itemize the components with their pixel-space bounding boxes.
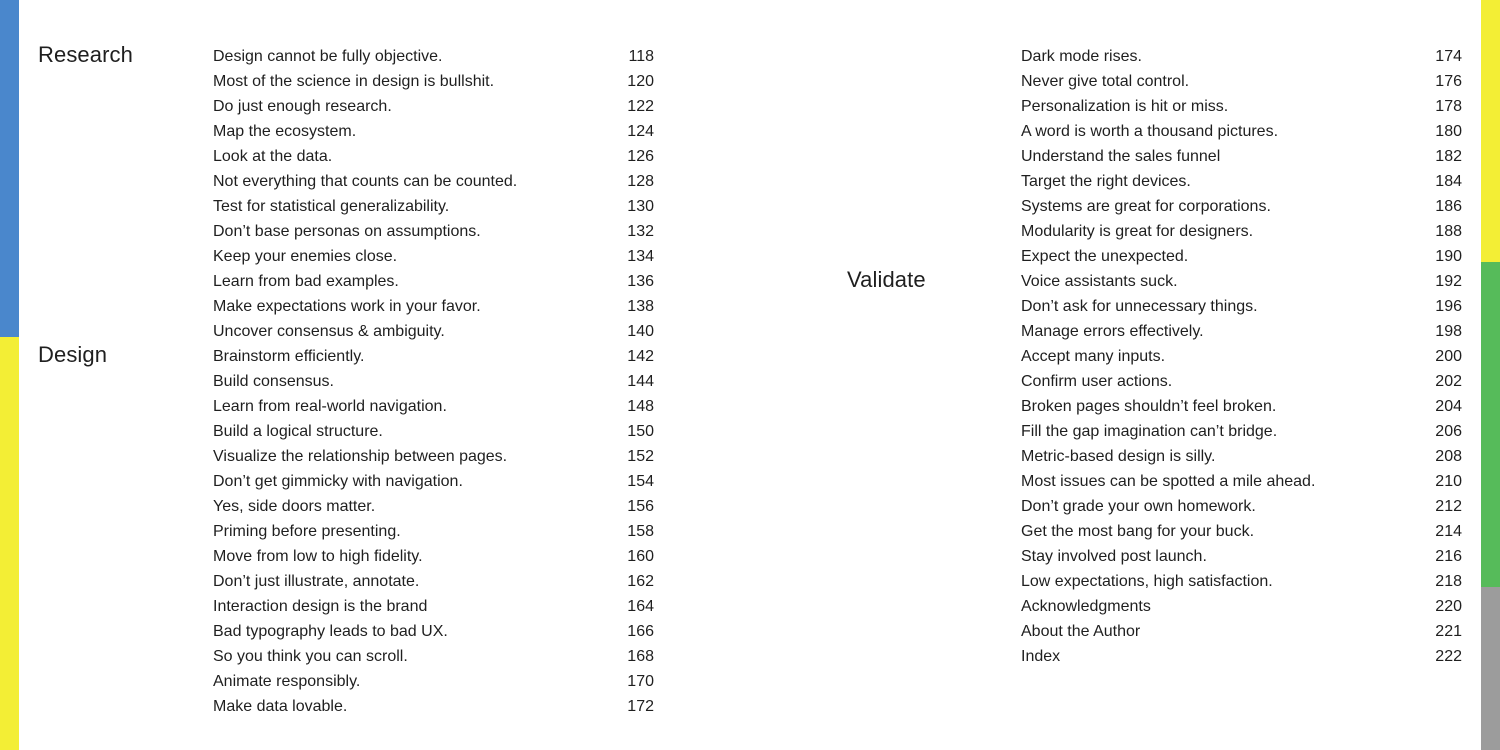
- toc-entry-page-number: 152: [627, 448, 654, 465]
- toc-entry-title: About the Author: [1021, 623, 1141, 640]
- toc-entry-title: Make data lovable.: [213, 698, 348, 715]
- toc-entry: [213, 469, 654, 494]
- toc-entry-page-number: 216: [1435, 548, 1462, 565]
- toc-entry-title: Don’t grade your own homework.: [1021, 498, 1256, 515]
- toc-entry-page-number: 184: [1435, 173, 1462, 190]
- toc-entry: [213, 569, 654, 594]
- toc-entry-title: Animate responsibly.: [213, 673, 361, 690]
- toc-entry-title: Design cannot be fully objective.: [213, 48, 443, 65]
- toc-entry: [1021, 444, 1462, 469]
- toc-entry-title: Get the most bang for your buck.: [1021, 523, 1255, 540]
- toc-entry: [1021, 619, 1462, 644]
- toc-entry-title: Never give total control.: [1021, 73, 1190, 90]
- toc-entry: [1021, 344, 1462, 369]
- toc-entry: [1021, 269, 1462, 294]
- toc-list-left: [213, 44, 654, 719]
- toc-entry-title: Fill the gap imagination can’t bridge.: [1021, 423, 1278, 440]
- toc-entry-title: Move from low to high fidelity.: [213, 548, 423, 565]
- toc-entry-title: Voice assistants suck.: [1021, 273, 1178, 290]
- toc-entry-title: Keep your enemies close.: [213, 248, 398, 265]
- toc-entry: [1021, 244, 1462, 269]
- toc-entry-title: Make expectations work in your favor.: [213, 298, 481, 315]
- toc-entry-page-number: 196: [1435, 298, 1462, 315]
- toc-entry-title: Index: [1021, 648, 1061, 665]
- toc-entry-title: Manage errors effectively.: [1021, 323, 1204, 340]
- toc-entry-title: Modularity is great for designers.: [1021, 223, 1254, 240]
- toc-entry-page-number: 120: [627, 73, 654, 90]
- toc-entry: [213, 269, 654, 294]
- toc-entry-page-number: 126: [627, 148, 654, 165]
- toc-entry-page-number: 164: [627, 598, 654, 615]
- toc-entry: [213, 669, 654, 694]
- toc-entry-page-number: 160: [627, 548, 654, 565]
- toc-entry-page-number: 174: [1435, 48, 1462, 65]
- toc-entry-page-number: 220: [1435, 598, 1462, 615]
- toc-entry: [1021, 119, 1462, 144]
- toc-entry: [1021, 644, 1462, 669]
- toc-entry: [1021, 519, 1462, 544]
- toc-entry-page-number: 200: [1435, 348, 1462, 365]
- toc-entry: [213, 594, 654, 619]
- toc-entry-page-number: 178: [1435, 98, 1462, 115]
- section-label-design: Design: [38, 342, 108, 367]
- toc-entry-title: Systems are great for corporations.: [1021, 198, 1271, 215]
- toc-entry-page-number: 144: [627, 373, 654, 390]
- toc-entry: [213, 619, 654, 644]
- toc-entry-title: Don’t get gimmicky with navigation.: [213, 473, 463, 490]
- toc-entry: [1021, 469, 1462, 494]
- toc-entry-title: Stay involved post launch.: [1021, 548, 1207, 565]
- toc-entry: [213, 144, 654, 169]
- toc-entry-page-number: 142: [627, 348, 654, 365]
- toc-entry-title: Acknowledgments: [1021, 598, 1151, 615]
- toc-entry-page-number: 136: [627, 273, 654, 290]
- toc-entry-title: Metric-based design is silly.: [1021, 448, 1216, 465]
- toc-entry-title: Dark mode rises.: [1021, 48, 1142, 65]
- toc-entry-page-number: 168: [627, 648, 654, 665]
- toc-entry-page-number: 192: [1435, 273, 1462, 290]
- toc-entry-title: Test for statistical generalizability.: [213, 198, 450, 215]
- toc-entry-page-number: 208: [1435, 448, 1462, 465]
- toc-entry: [1021, 419, 1462, 444]
- toc-entry-title: Most issues can be spotted a mile ahead.: [1021, 473, 1316, 490]
- section-label-research: Research: [38, 42, 133, 67]
- toc-entry-page-number: 166: [627, 623, 654, 640]
- toc-entry: [213, 444, 654, 469]
- toc-entry-page-number: 154: [627, 473, 654, 490]
- toc-entry-title: Priming before presenting.: [213, 523, 401, 540]
- toc-entry-page-number: 206: [1435, 423, 1462, 440]
- toc-entry: [213, 294, 654, 319]
- toc-entry-page-number: 140: [627, 323, 654, 340]
- toc-entry-page-number: 162: [627, 573, 654, 590]
- toc-entry-page-number: 188: [1435, 223, 1462, 240]
- toc-entry: [1021, 69, 1462, 94]
- toc-entry-title: Learn from real-world navigation.: [213, 398, 447, 415]
- right-edge-bar-green: [1481, 262, 1500, 587]
- toc-entry: [1021, 394, 1462, 419]
- left-edge-bar-yellow: [0, 337, 19, 750]
- toc-list-right: [1021, 44, 1462, 669]
- toc-entry: [213, 119, 654, 144]
- toc-entry-title: Understand the sales funnel: [1021, 148, 1221, 165]
- toc-entry-title: A word is worth a thousand pictures.: [1021, 123, 1279, 140]
- toc-entry: [213, 694, 654, 719]
- left-edge-bar-blue: [0, 0, 19, 337]
- toc-entry: [1021, 369, 1462, 394]
- toc-entry: [213, 319, 654, 344]
- toc-entry: [213, 194, 654, 219]
- toc-entry: [213, 519, 654, 544]
- toc-entry-title: So you think you can scroll.: [213, 648, 408, 665]
- toc-entry-title: Broken pages shouldn’t feel broken.: [1021, 398, 1277, 415]
- toc-entry-title: Not everything that counts can be counted.: [213, 173, 518, 190]
- toc-entry-title: Visualize the relationship between pages.: [213, 448, 508, 465]
- toc-entry-page-number: 158: [627, 523, 654, 540]
- toc-entry-title: Personalization is hit or miss.: [1021, 98, 1229, 115]
- toc-entry-title: Low expectations, high satisfaction.: [1021, 573, 1273, 590]
- toc-entry-page-number: 221: [1435, 623, 1462, 640]
- toc-entry: [213, 219, 654, 244]
- toc-entry: [213, 244, 654, 269]
- toc-entry-page-number: 202: [1435, 373, 1462, 390]
- right-edge-bar-gray: [1481, 587, 1500, 750]
- toc-entry-title: Look at the data.: [213, 148, 333, 165]
- toc-entry-page-number: 176: [1435, 73, 1462, 90]
- toc-entry-page-number: 124: [627, 123, 654, 140]
- toc-entry-page-number: 118: [628, 48, 654, 65]
- toc-entry: [1021, 494, 1462, 519]
- toc-entry: [213, 544, 654, 569]
- section-label-validate: Validate: [847, 267, 926, 292]
- toc-entry-title: Brainstorm efficiently.: [213, 348, 365, 365]
- toc-entry: [1021, 569, 1462, 594]
- toc-entry: [1021, 219, 1462, 244]
- toc-entry-title: Do just enough research.: [213, 98, 392, 115]
- toc-entry: [213, 644, 654, 669]
- toc-entry-page-number: 148: [627, 398, 654, 415]
- toc-entry: [1021, 44, 1462, 69]
- toc-entry-title: Learn from bad examples.: [213, 273, 399, 290]
- toc-entry-title: Build consensus.: [213, 373, 334, 390]
- toc-entry-title: Map the ecosystem.: [213, 123, 357, 140]
- toc-entry: [1021, 194, 1462, 219]
- toc-entry-page-number: 130: [627, 198, 654, 215]
- toc-entry-title: Don’t just illustrate, annotate.: [213, 573, 420, 590]
- toc-entry-page-number: 170: [627, 673, 654, 690]
- toc-entry: [213, 69, 654, 94]
- toc-entry-page-number: 172: [627, 698, 654, 715]
- toc-entry-title: Uncover consensus & ambiguity.: [213, 323, 445, 340]
- toc-entry-page-number: 150: [627, 423, 654, 440]
- toc-entry: [1021, 319, 1462, 344]
- toc-entry-page-number: 198: [1435, 323, 1462, 340]
- toc-entry-title: Build a logical structure.: [213, 423, 383, 440]
- toc-entry: [213, 44, 654, 69]
- toc-entry: [213, 344, 654, 369]
- toc-entry-title: Expect the unexpected.: [1021, 248, 1189, 265]
- toc-entry: [213, 369, 654, 394]
- toc-entry-title: Yes, side doors matter.: [213, 498, 376, 515]
- toc-entry-title: Most of the science in design is bullshit.: [213, 73, 495, 90]
- toc-entry-page-number: 222: [1435, 648, 1462, 665]
- toc-entry-page-number: 190: [1435, 248, 1462, 265]
- toc-entry: [1021, 94, 1462, 119]
- toc-entry-title: Bad typography leads to bad UX.: [213, 623, 448, 640]
- toc-entry-page-number: 204: [1435, 398, 1462, 415]
- toc-entry-page-number: 214: [1435, 523, 1462, 540]
- toc-entry: [213, 394, 654, 419]
- toc-entry-title: Target the right devices.: [1021, 173, 1191, 190]
- toc-entry: [1021, 594, 1462, 619]
- toc-entry: [1021, 544, 1462, 569]
- toc-entry-page-number: 134: [627, 248, 654, 265]
- toc-entry: [213, 94, 654, 119]
- toc-entry: [1021, 169, 1462, 194]
- toc-entry-page-number: 132: [627, 223, 654, 240]
- toc-entry-page-number: 218: [1435, 573, 1462, 590]
- toc-entry-page-number: 138: [627, 298, 654, 315]
- toc-entry-page-number: 210: [1435, 473, 1462, 490]
- toc-entry-title: Accept many inputs.: [1021, 348, 1166, 365]
- toc-entry-page-number: 182: [1435, 148, 1462, 165]
- toc-entry: [1021, 294, 1462, 319]
- toc-entry-page-number: 212: [1435, 498, 1462, 515]
- toc-entry-page-number: 186: [1435, 198, 1462, 215]
- toc-entry: [213, 169, 654, 194]
- toc-entry-page-number: 156: [627, 498, 654, 515]
- toc-entry: [213, 419, 654, 444]
- toc-entry-title: Don’t base personas on assumptions.: [213, 223, 481, 240]
- toc-entry: [213, 494, 654, 519]
- toc-entry-title: Interaction design is the brand: [213, 598, 428, 615]
- toc-entry-title: Confirm user actions.: [1021, 373, 1173, 390]
- right-edge-bar-yellow: [1481, 0, 1500, 262]
- toc-entry-page-number: 180: [1435, 123, 1462, 140]
- toc-entry: [1021, 144, 1462, 169]
- toc-entry-title: Don’t ask for unnecessary things.: [1021, 298, 1258, 315]
- toc-entry-page-number: 122: [627, 98, 654, 115]
- toc-entry-page-number: 128: [627, 173, 654, 190]
